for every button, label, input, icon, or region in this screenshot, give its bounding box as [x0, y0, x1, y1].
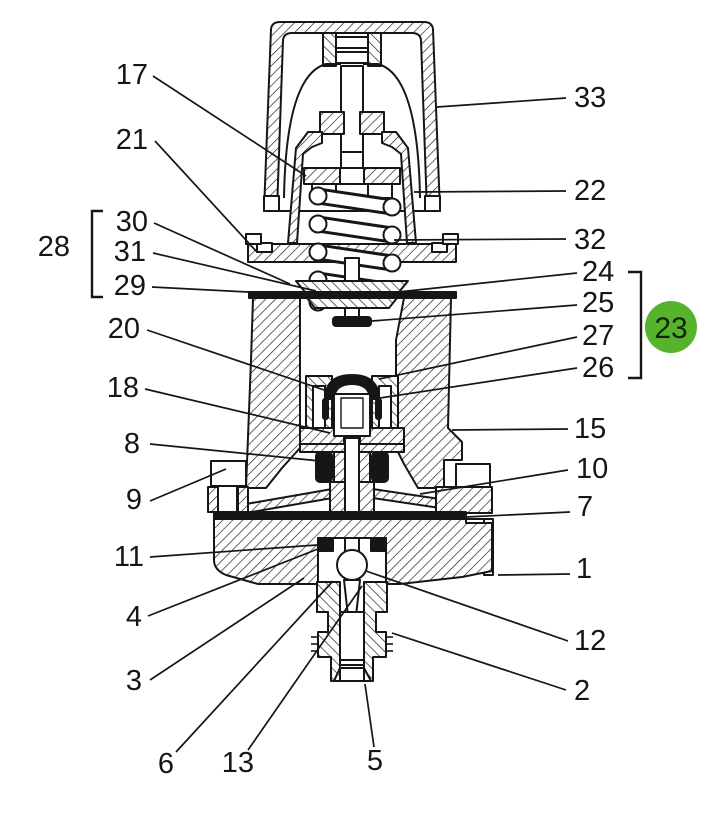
highlight-badge-number: 23: [654, 312, 688, 345]
leader-line-24: [398, 273, 577, 292]
group-bracket-23: [628, 272, 641, 378]
part-label-33: 33: [574, 82, 607, 114]
leader-line-3: [150, 578, 304, 680]
leader-line-20: [147, 330, 336, 394]
part-label-25: 25: [582, 287, 615, 319]
leader-line-22: [414, 191, 566, 192]
leader-line-32: [394, 239, 566, 240]
part-label-18: 18: [106, 372, 139, 404]
leader-line-33: [437, 98, 566, 107]
part-label-9: 9: [125, 484, 142, 516]
leader-line-17: [153, 76, 306, 176]
group-label-28: 28: [37, 231, 70, 263]
part-label-11: 11: [113, 541, 144, 573]
part-label-32: 32: [574, 224, 607, 256]
leader-line-12: [366, 571, 568, 641]
part-label-20: 20: [107, 313, 140, 345]
leader-line-6: [176, 581, 333, 752]
part-label-17: 17: [115, 59, 148, 91]
highlight-badge-23[interactable]: [645, 301, 697, 353]
ball-12: [337, 550, 367, 616]
part-label-10: 10: [576, 453, 609, 485]
part-label-2: 2: [574, 675, 591, 707]
part-label-5: 5: [366, 745, 383, 777]
leader-line-15: [452, 429, 568, 430]
part-label-31: 31: [113, 236, 146, 268]
leader-line-1: [498, 574, 570, 575]
leader-line-2: [392, 633, 566, 690]
part-label-3: 3: [125, 665, 142, 697]
part-label-27: 27: [582, 320, 615, 352]
part-label-6: 6: [157, 748, 174, 780]
part-label-21: 21: [115, 124, 148, 156]
part-label-4: 4: [125, 601, 142, 633]
leader-line-18: [145, 389, 330, 433]
part-label-8: 8: [123, 428, 140, 460]
part-label-26: 26: [582, 352, 615, 384]
lower-diaphragm-7: [214, 512, 466, 519]
valve-cartridge: [306, 374, 398, 436]
part-label-30: 30: [115, 206, 148, 238]
part-label-22: 22: [574, 175, 607, 207]
part-label-29: 29: [113, 270, 146, 302]
part-label-7: 7: [577, 491, 594, 523]
part-label-1: 1: [576, 553, 593, 585]
part-label-15: 15: [574, 413, 607, 445]
group-bracket-28: [92, 211, 103, 297]
part-label-12: 12: [574, 625, 607, 657]
part-label-24: 24: [582, 256, 615, 288]
leader-line-5: [365, 684, 374, 747]
part-label-13: 13: [221, 747, 254, 779]
leader-line-21: [155, 141, 257, 252]
